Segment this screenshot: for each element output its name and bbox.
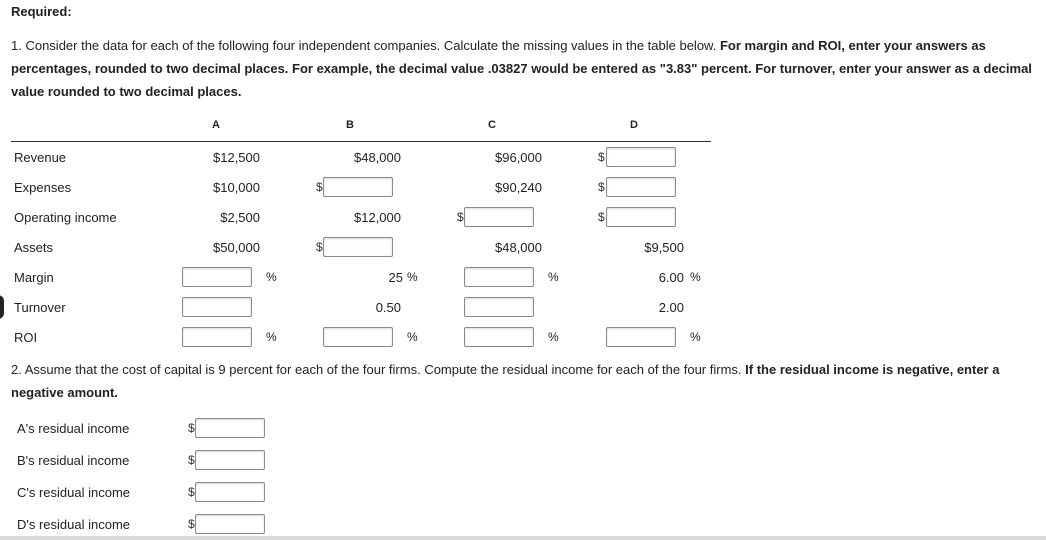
dollar-sign-d-revenue: $ — [598, 150, 605, 164]
question-2-instructions: If the residual income is negative, enter a negative amount. — [11, 362, 1000, 400]
input-a-turnover[interactable] — [182, 297, 252, 317]
percent-sign-d-roi: % — [690, 330, 701, 344]
cell-a-expenses: $10,000 — [213, 180, 260, 195]
input-b-roi[interactable] — [323, 327, 393, 347]
input-c-roi[interactable] — [464, 327, 534, 347]
cell-a-revenue: $12,500 — [213, 150, 260, 165]
question-1-intro: 1. Consider the data for each of the following four independent companies. Calculate the missing values in the table below. — [11, 38, 717, 53]
column-header-a: A — [212, 119, 220, 131]
dollar-sign-residual-c: $ — [188, 485, 195, 499]
page-edge-marker — [0, 295, 4, 319]
row-label-operating-income: Operating income — [14, 210, 117, 225]
dollar-sign-c-operating-income: $ — [457, 210, 464, 224]
input-c-operating-income[interactable] — [464, 207, 534, 227]
cell-a-operating-income: $2,500 — [220, 210, 260, 225]
residual-label-b: B's residual income — [17, 453, 130, 468]
row-label-roi: ROI — [14, 330, 38, 345]
cell-c-revenue: $96,000 — [495, 150, 542, 165]
row-label-revenue: Revenue — [14, 150, 67, 165]
row-label-margin: Margin — [14, 270, 54, 285]
question-1-instructions: For margin and ROI, enter your answers as percentages, rounded to two decimal places. For example, the decimal value .03827 would be entered as "3.83" percent. For turnover, enter your answer as a decimal value rounded to two decimal places. — [11, 38, 1032, 99]
cell-c-assets: $48,000 — [495, 240, 542, 255]
dollar-sign-residual-b: $ — [188, 453, 195, 467]
percent-sign-a-margin: % — [266, 270, 277, 284]
input-d-expenses[interactable] — [606, 177, 676, 197]
input-c-turnover[interactable] — [464, 297, 534, 317]
input-residual-b[interactable] — [195, 450, 265, 470]
dollar-sign-b-assets: $ — [316, 240, 323, 254]
input-residual-c[interactable] — [195, 482, 265, 502]
input-a-roi[interactable] — [182, 327, 252, 347]
input-d-operating-income[interactable] — [606, 207, 676, 227]
cell-d-turnover: 2.00 — [658, 300, 684, 315]
row-label-assets: Assets — [14, 240, 54, 255]
percent-sign-c-margin: % — [548, 270, 559, 284]
input-d-revenue[interactable] — [606, 147, 676, 167]
input-b-assets[interactable] — [323, 237, 393, 257]
dollar-sign-d-operating-income: $ — [598, 210, 605, 224]
row-label-expenses: Expenses — [14, 180, 72, 195]
input-a-margin[interactable] — [182, 267, 252, 287]
horizontal-scrollbar[interactable] — [0, 536, 1046, 540]
percent-sign-d-margin: % — [690, 270, 701, 284]
percent-sign-a-roi: % — [266, 330, 277, 344]
cell-b-operating-income: $12,000 — [354, 210, 401, 225]
cell-b-revenue: $48,000 — [354, 150, 401, 165]
input-c-margin[interactable] — [464, 267, 534, 287]
cell-d-assets: $9,500 — [644, 240, 684, 255]
percent-sign-b-margin: % — [407, 270, 418, 284]
input-residual-a[interactable] — [195, 418, 265, 438]
residual-label-c: C's residual income — [17, 485, 131, 500]
percent-sign-c-roi: % — [548, 330, 559, 344]
input-b-expenses[interactable] — [323, 177, 393, 197]
cell-b-margin: 25 — [388, 270, 403, 285]
required-heading: Required: — [11, 4, 72, 19]
cell-d-margin: 6.00 — [658, 270, 684, 285]
cell-b-turnover: 0.50 — [375, 300, 401, 315]
cell-a-assets: $50,000 — [213, 240, 260, 255]
question-1-text — [11, 34, 1041, 103]
input-residual-d[interactable] — [195, 514, 265, 534]
residual-label-d: D's residual income — [17, 517, 131, 532]
input-d-roi[interactable] — [606, 327, 676, 347]
column-header-c: C — [488, 119, 496, 131]
cell-c-expenses: $90,240 — [495, 180, 542, 195]
dollar-sign-d-expenses: $ — [598, 180, 605, 194]
dollar-sign-residual-d: $ — [188, 517, 195, 531]
column-header-d: D — [630, 119, 638, 131]
dollar-sign-b-expenses: $ — [316, 180, 323, 194]
residual-label-a: A's residual income — [17, 421, 130, 436]
dollar-sign-residual-a: $ — [188, 421, 195, 435]
question-2-text — [11, 358, 1041, 404]
question-2-intro: 2. Assume that the cost of capital is 9 percent for each of the four firms. Compute the residual income for each of the four firms. — [11, 362, 742, 377]
column-header-b: B — [346, 119, 354, 131]
row-label-turnover: Turnover — [14, 300, 66, 315]
table-header-divider — [11, 141, 711, 142]
percent-sign-b-roi: % — [407, 330, 418, 344]
